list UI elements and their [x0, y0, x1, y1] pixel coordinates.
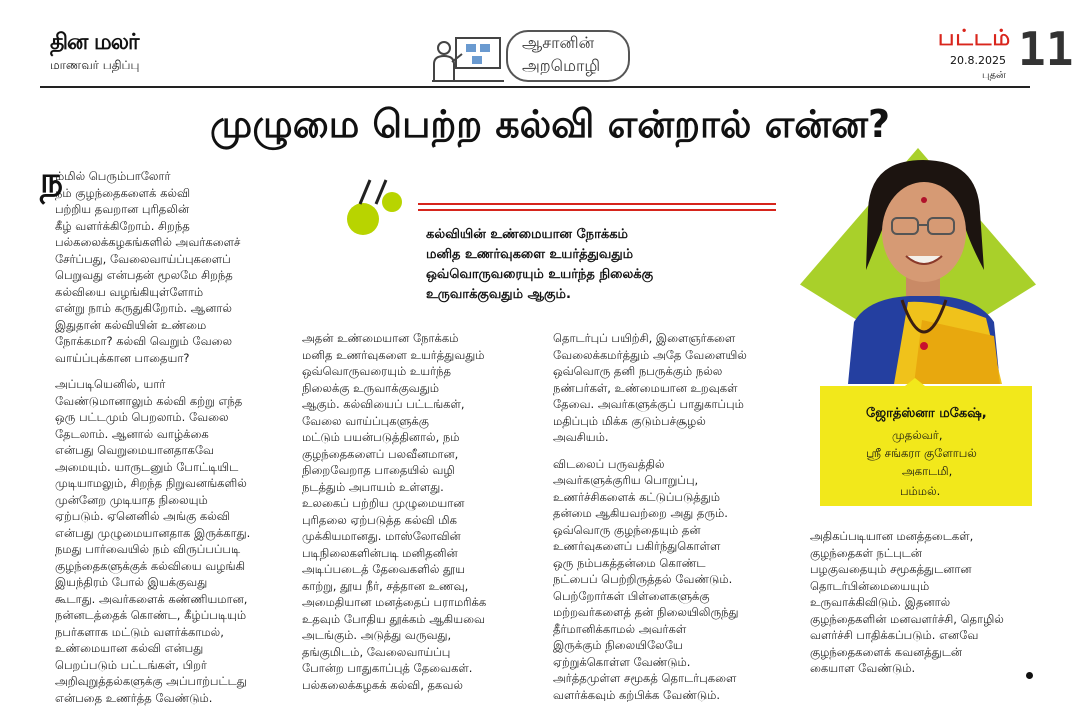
paragraph: ம்மில் பெரும்பாலோர் நம் குழந்தைகளைக் கல்வி பற்றிய தவறான புரிதலின் கீழ் வளர்க்கிறோம். சிறந்த பல்கலைக்கழகங்களில் அவர்களைச் சேர்ப்பது, வேலைவாய்ப்புகளைப் பெறுவது என்பதன் மூலமே சிறந்த கல்வியை வழங்கியுள்ளோம் என்று நாம் கருதுகிறோம். ஆனால் இதுதான் கல்வியின் உண்மை நோக்கமா? கல்வி வெறும் வேலை வாய்ப்புக்கான பாதையா? [55, 169, 241, 365]
page-number: 11 [1018, 22, 1074, 76]
paragraph: தொடர்புப் பயிற்சி, இளைஞர்களை வேலைக்கமர்த்தும் அதே வேளையில் ஒவ்வொரு தனி நபருக்கும் நல்ல நண்பர்கள், உண்மையான உறவுகள் தேவை. அவர்களுக்குப் பாதுகாப்பும் மதிப்பும் மிக்க குடும்பச்சூழல் அவசியம். [553, 331, 747, 444]
paragraph: விடலைப் பருவத்தில் அவர்களுக்குரிய பொறுப்பு, உணர்ச்சிகளைக் கட்டுப்படுத்தும் தன்மை ஆகியவற்றை அது தரும். ஒவ்வொரு குழந்தையும் தன் உணர்வுகளைப் பகிர்ந்துகொள்ள ஒரு நம்பகத்தன்மை கொண்ட நட்பைப் பெற்றிருத்தல் வேண்டும். பெற்றோர்கள் பிள்ளைகளுக்கு மற்றவர்களைத் தன் நிலையிலிருந்து தீர்மானிக்காமல் அவர்கள் இருக்கும் நிலையிலேயே ஏற்றுக்கொள்ள வேண்டும். அர்த்தமுள்ள சமூகத் தொடர்புகளை வளர்க்கவும் கற்பிக்க வேண்டும். [553, 456, 739, 702]
logo-subtitle: மாணவர் பதிப்பு [50, 58, 140, 72]
pull-quote-line: ஒவ்வொருவரையும் உயர்ந்த நிலைக்கு [426, 267, 654, 282]
drop-cap: ந [40, 160, 64, 201]
teacher-board-icon [432, 34, 504, 82]
logo: தின மலர் [50, 30, 139, 55]
pull-quote [426, 225, 653, 305]
author-place: பம்மல். [900, 484, 941, 498]
article-column-2 [302, 330, 542, 703]
end-mark [1026, 672, 1033, 679]
article-column-4 [810, 528, 1040, 687]
headline: முழுமை பெற்ற கல்வி என்றால் என்ன? [209, 102, 891, 146]
paragraph: அப்படியெனில், யார் வேண்டுமானாலும் கல்வி கற்று எந்த ஒரு பட்டமும் பெறலாம். வேலை தேடலாம். ஆனால் வாழ்க்கை என்பது வெறுமையானதாகவே அமையும். யாருடனும் போட்டியிட முடியாமலும், சிறந்த நிறுவனங்களில் முன்னேற முடியாத நிலையும் ஏற்படும். ஏனெனில் அங்கு கல்வி என்பது முழுமையானதாக இருக்காது. நமது பார்வையில் நம் விருப்பப்படி குழந்தைகளுக்குக் கல்வியை வழங்கி இயந்திரம் போல் இயக்குவது கூடாது. அவர்களைக் கண்ணியமான, நன்னடத்தைக் கொண்ட, கீழ்ப்படியும் நபர்களாக மட்டும் வளர்க்காமல், உண்மையான கல்வி என்பது பெறப்படும் பட்டங்கள், பிறர் அறிவுறுத்தல்களுக்கு அப்பாற்பட்டது என்பதை உணர்த்த வேண்டும். [55, 377, 251, 705]
author-photo [818, 150, 1028, 384]
quote-marks-icon [358, 178, 402, 208]
brand-logo: பட்டம் [938, 26, 1012, 51]
article-column-3 [553, 330, 798, 713]
author-name: ஜோத்ஸ்னா மகேஷ், [866, 406, 987, 421]
pull-quote-line: உருவாக்குவதும் ஆகும். [426, 287, 571, 302]
header-divider [40, 86, 1030, 88]
pull-quote-line: கல்வியின் உண்மையான நோக்கம் [426, 227, 628, 242]
author-organization-line2: அகாடமி, [902, 464, 953, 478]
quote-rule [418, 209, 776, 211]
article-column-1 [55, 168, 295, 716]
author-role: முதல்வர், [892, 428, 943, 442]
paragraph: அதிகப்படியான மனத்தடைகள், குழந்தைகள் நட்புடன் பழகுவதையும் சமூகத்துடனான தொடர்பின்மையையும் உருவாக்கிவிடும். இதனால் குழந்தைகளின் மனவளர்ச்சி, தொழில் வளர்ச்சி பாதிக்கப்படும். எனவே குழந்தைகளைக் கவனத்துடன் கையாள வேண்டும். [810, 529, 1004, 675]
paragraph: அதன் உண்மையான நோக்கம் மனித உணர்வுகளை உயர்த்துவதும் ஒவ்வொருவரையும் உயர்ந்த நிலைக்கு உருவாக்குவதும் ஆகும். கல்வியைப் பட்டங்கள், வேலை வாய்ப்புகளுக்கு மட்டும் பயன்படுத்தினால், நம் குழந்தைகளைப் பலவீனமான, நிறைவேறாத பாதையில் வழி நடத்தும் அபாயம் உள்ளது. உலகைப் பற்றிய முழுமையான புரிதலை ஏற்படுத்த கல்வி மிக முக்கியமானது. மாஸ்லோவின் படிநிலைகளின்படி மனிதனின் அடிப்படைத் தேவைகளில் தூய காற்று, தூய நீர், சத்தான உணவு, அமைதியான மனத்தைப் பராமரிக்க உதவும் போதிய தூக்கம் ஆகியவை அடங்கும். அடுத்து வருவது, தங்குமிடம், வேலைவாய்ப்பு போன்ற பாதுகாப்புத் தேவைகள். பல்கலைக்கழகக் கல்வி, தகவல் [302, 331, 487, 692]
column-name-line2: அறமொழி [522, 56, 601, 75]
issue-date: 20.8.2025 [950, 54, 1006, 67]
quote-rule [418, 203, 776, 205]
issue-day: புதன் [982, 70, 1006, 81]
column-name-line1: ஆசானின் [522, 33, 595, 52]
author-organization: ஸ்ரீ சங்கரா குளோபல் [866, 446, 977, 460]
pull-quote-line: மனித உணர்வுகளை உயர்த்துவதும் [426, 247, 634, 262]
